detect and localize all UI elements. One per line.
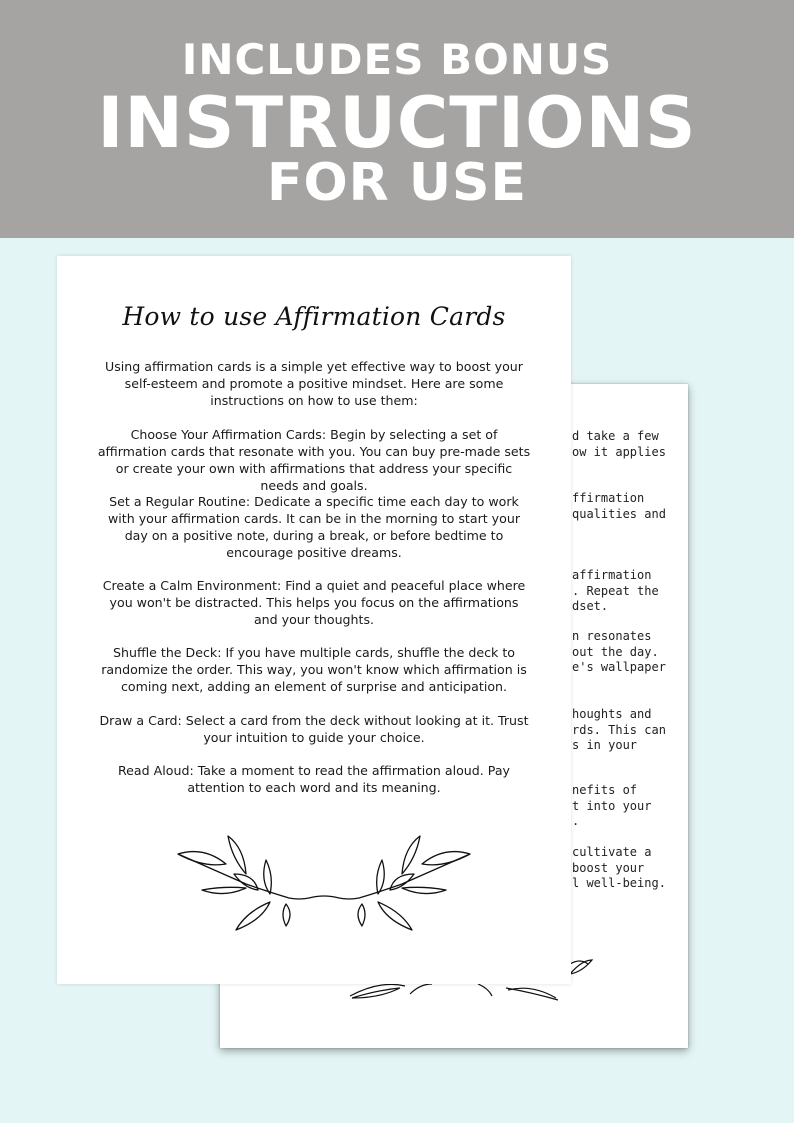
header-banner: [0, 0, 794, 238]
instruction-paragraph: Shuffle the Deck: If you have multiple cards, shuffle the deck to randomize the order. This way, you won't know which affirmation is coming next, adding an element of surprise and anticipation.: [101, 645, 527, 694]
back-page-text: nefits of t into your .: [572, 783, 652, 828]
back-page-text: cultivate a boost your l well-being.: [572, 845, 666, 890]
leaf-wreath-icon: [174, 828, 474, 938]
back-page-text: affirmation . Repeat the dset.: [572, 568, 659, 613]
front-page: [57, 256, 571, 984]
banner-line-2: INSTRUCTIONS: [97, 82, 697, 164]
instruction-paragraph: Draw a Card: Select a card from the deck without looking at it. Trust your intuition to guide your choice.: [99, 713, 529, 745]
banner-line-1: INCLUDES BONUS: [181, 35, 613, 84]
back-page-text: houghts and rds. This can s in your: [572, 707, 666, 752]
instruction-paragraph: Set a Regular Routine: Dedicate a specific time each day to work with your affirmation cards. It can be in the morning to start your day on a positive note, during a break, or before bedtime to encourage positive dreams.: [107, 494, 521, 560]
page-title: How to use Affirmation Cards: [122, 302, 506, 331]
instruction-paragraph: Read Aloud: Take a moment to read the affirmation aloud. Pay attention to each word and its meaning.: [118, 763, 510, 795]
intro-paragraph: Using affirmation cards is a simple yet effective way to boost your self-esteem and promote a positive mindset. Here are some instructions on how to use them:: [105, 359, 523, 408]
banner-line-3: FOR USE: [266, 153, 528, 213]
instruction-paragraph: Choose Your Affirmation Cards: Begin by selecting a set of affirmation cards that resonate with you. You can buy pre-made sets or create your own with affirmations that address your specific needs and goals.: [97, 427, 531, 493]
instruction-paragraph: Create a Calm Environment: Find a quiet and peaceful place where you won't be distracted. This helps you focus on the affirmations and your thoughts.: [102, 578, 526, 627]
back-page-text: n resonates out the day. e's wallpaper: [572, 629, 666, 674]
back-page-text: d take a few ow it applies: [572, 429, 666, 459]
back-page-text: ffirmation qualities and: [572, 491, 666, 521]
